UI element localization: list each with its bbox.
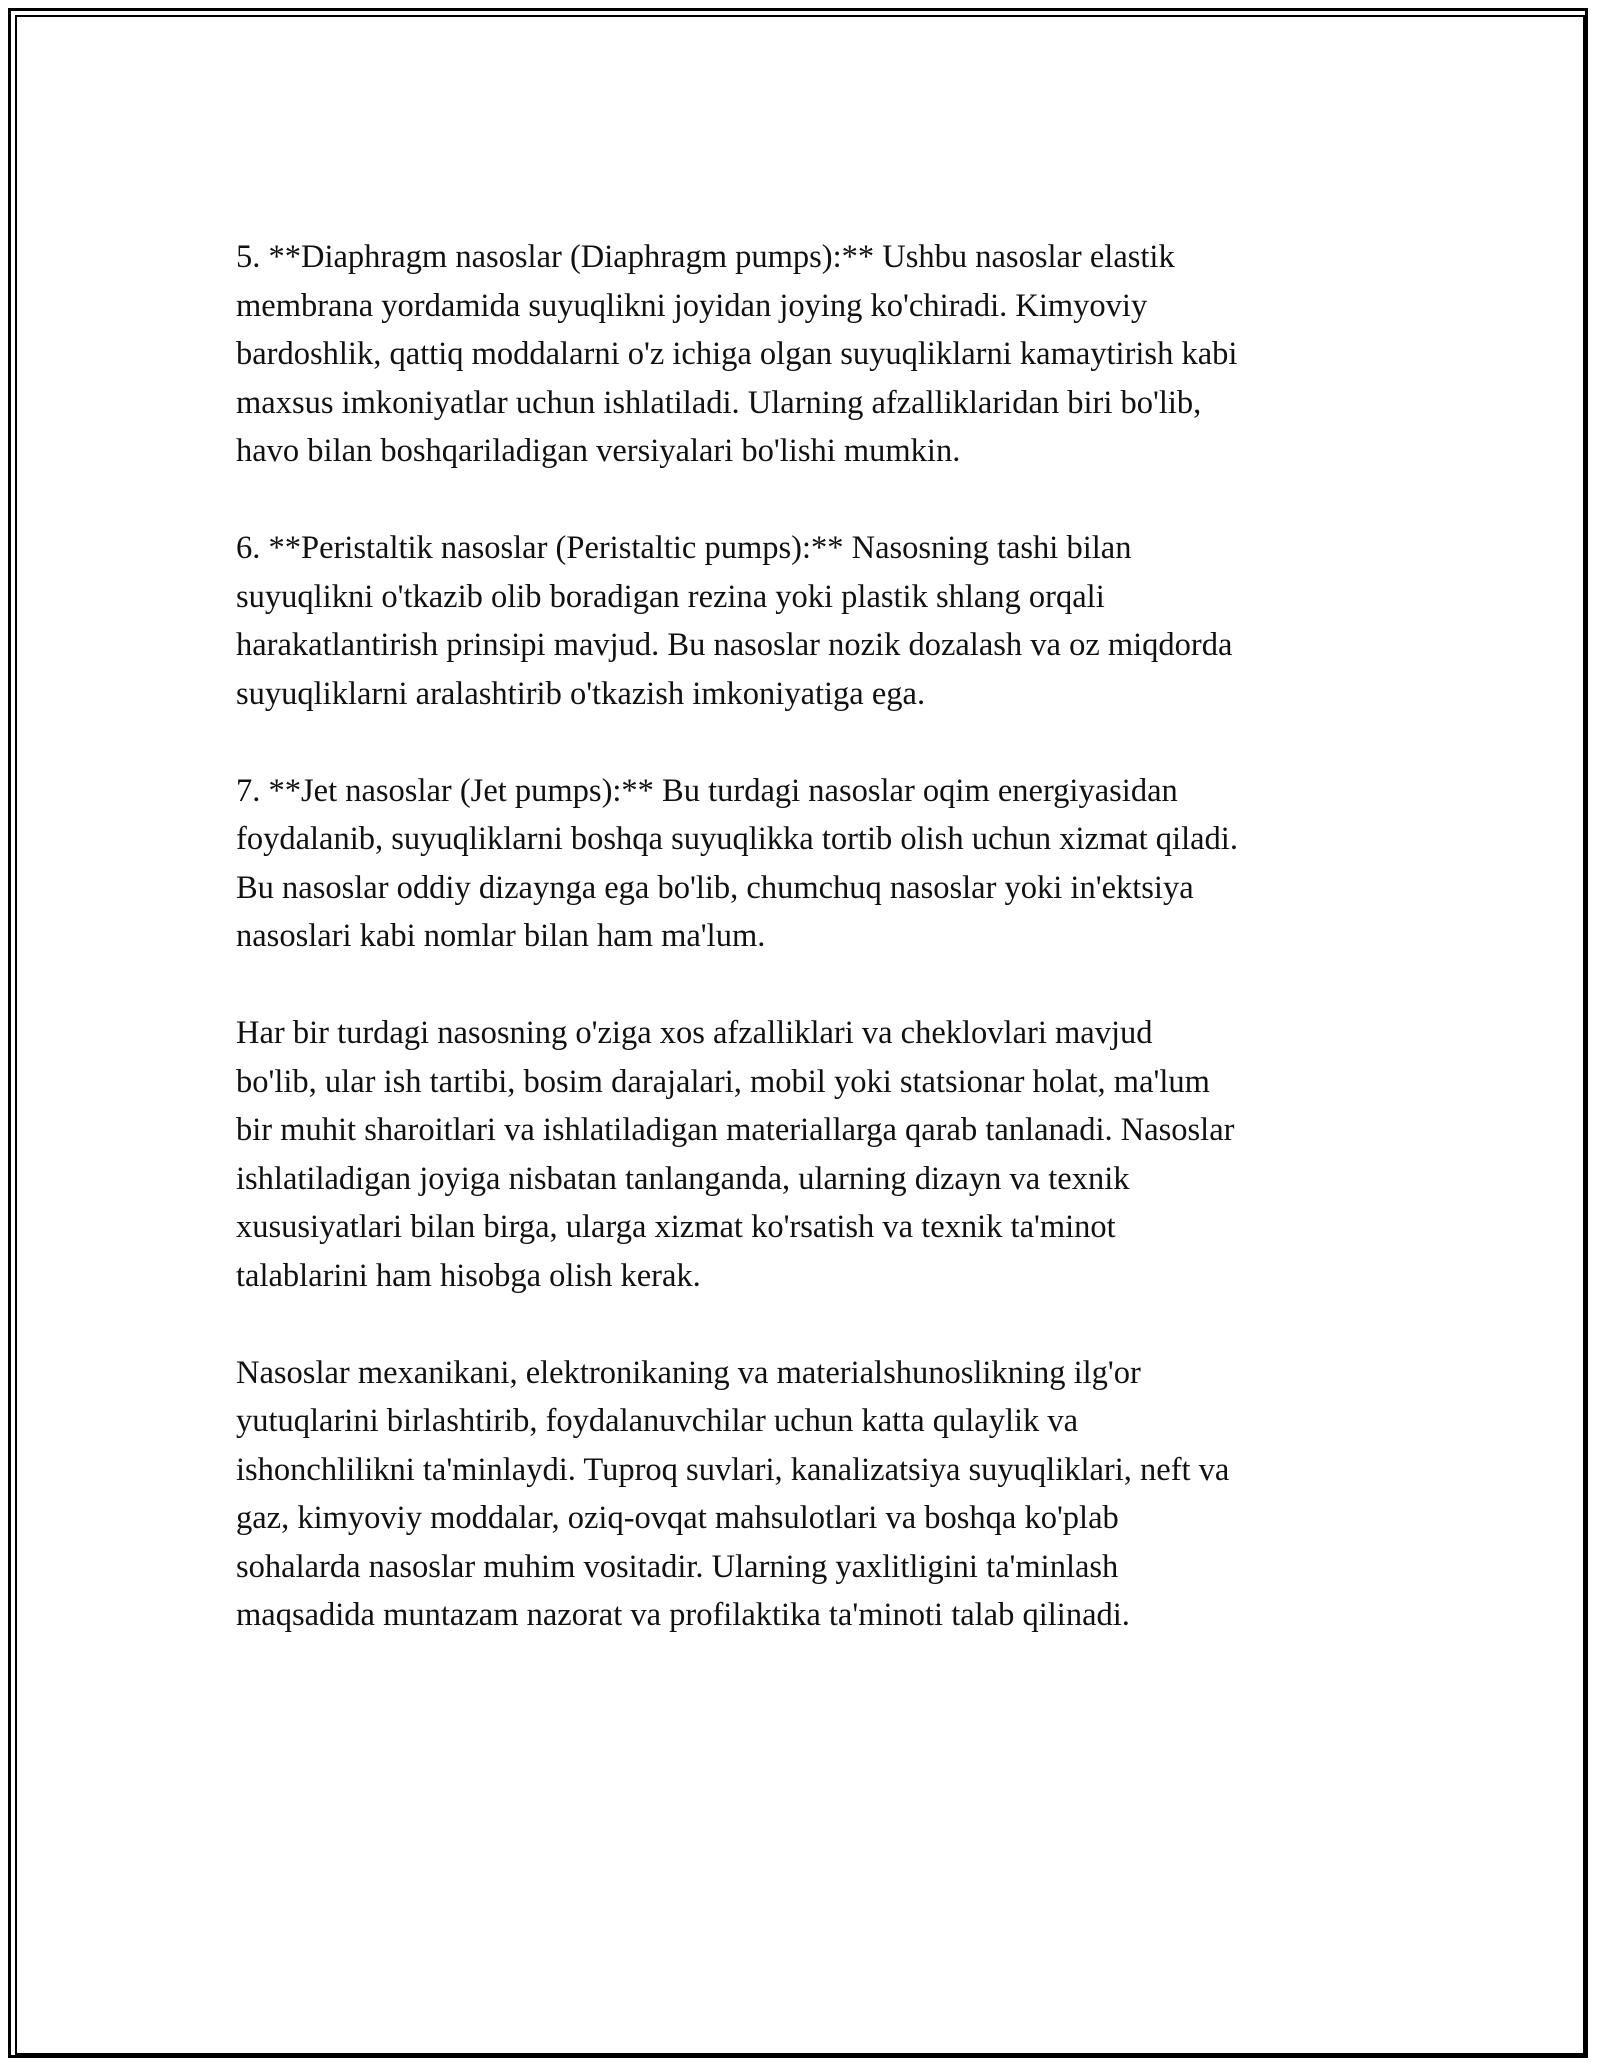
paragraph-pump-selection: Har bir turdagi nasosning o'ziga xos afzalliklari va cheklovlari mavjud bo'lib, ular ish tartibi, bosim darajalari, mobil yoki statsionar holat, ma'lum bir muhit sharoitlari va ishlatiladigan materiallarga qarab tanlanadi. Nasoslar ishlatiladigan joyiga nisbatan tanlanganda, ularning dizayn va texnik xususiyatlari bilan birga, ularga xizmat ko'rsatish va texnik ta'minot talablarini ham hisobga olish kerak.	[236, 1015, 1235, 1294]
paragraph-jet-pumps: 7. **Jet nasoslar (Jet pumps):** Bu turdagi nasoslar oqim energiyasidan foydalanib, suyuqliklarni boshqa suyuqlikka tortib olish uchun xizmat qiladi. Bu nasoslar oddiy dizaynga ega bo'lib, chumchuq nasoslar yoki in'ektsiya nasoslari kabi nomlar bilan ham ma'lum.	[236, 772, 1238, 954]
paragraph-diaphragm-pumps: 5. **Diaphragm nasoslar (Diaphragm pumps):** Ushbu nasoslar elastik membrana yordamida suyuqlikni joyidan joying ko'chiradi. Kimyoviy bardoshlik, qattiq moddalarni o'z ichiga olgan suyuqliklarni kamaytirish kabi maxsus imkoniyatlar uchun ishlatiladi. Ularning afzalliklaridan biri bo'lib, havo bilan boshqariladigan versiyalari bo'lishi mumkin.	[236, 239, 1238, 469]
document-body	[236, 233, 1376, 1688]
paragraph-peristaltic-pumps: 6. **Peristaltik nasoslar (Peristaltic pumps):** Nasosning tashi bilan suyuqlikni o'tkazib olib boradigan rezina yoki plastik shlang orqali harakatlantirish prinsipi mavjud. Bu nasoslar nozik dozalash va oz miqdorda suyuqliklarni aralashtirib o'tkazish imkoniyatiga ega.	[236, 530, 1233, 712]
paragraph-pump-summary: Nasoslar mexanikani, elektronikaning va materialshunoslikning ilg'or yutuqlarini birlashtirib, foydalanuvchilar uchun katta qulaylik va ishonchlilikni ta'minlaydi. Tuproq suvlari, kanalizatsiya suyuqliklari, neft va gaz, kimyoviy moddalar, oziq-ovqat mahsulotlari va boshqa ko'plab sohalarda nasoslar muhim vositadir. Ularning yaxlitligini ta'minlash maqsadida muntazam nazorat va profilaktika ta'minoti talab qilinadi.	[236, 1354, 1230, 1633]
